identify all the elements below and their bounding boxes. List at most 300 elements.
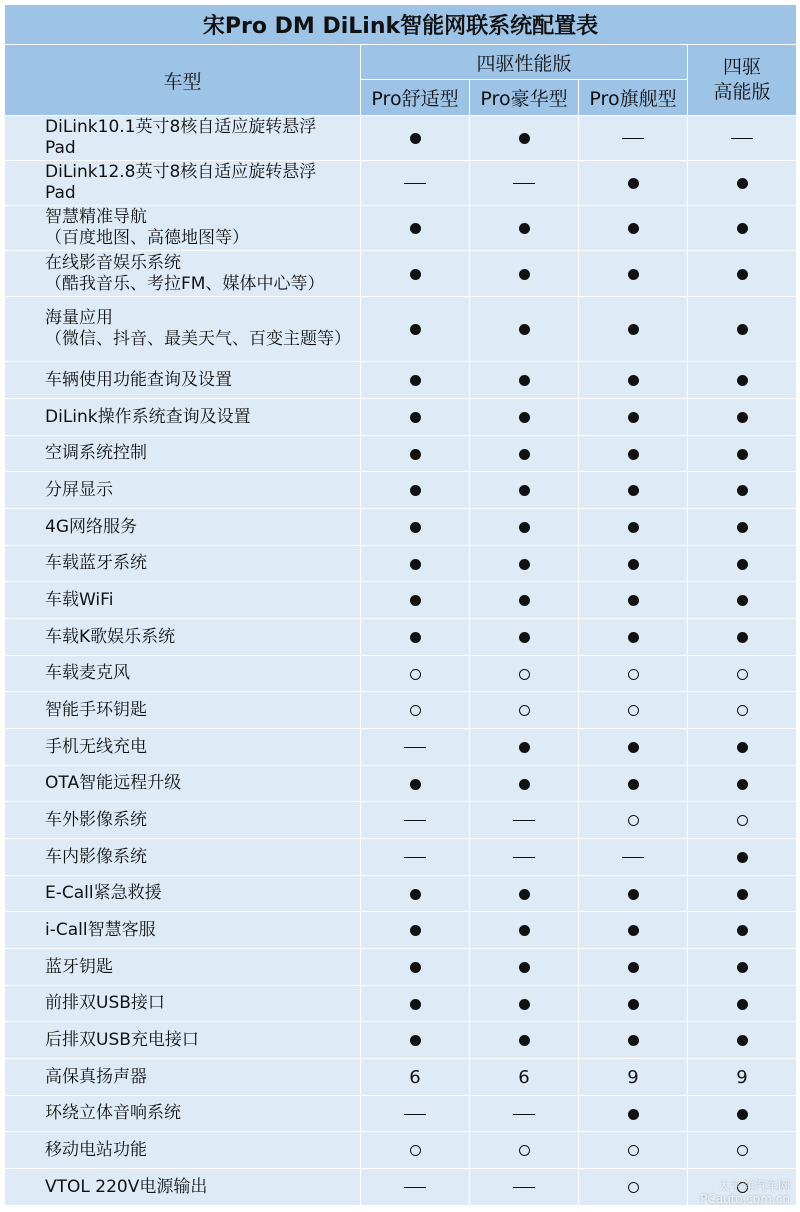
standard-dot-icon — [361, 876, 470, 912]
filled-circle-icon — [628, 412, 639, 423]
filled-circle-icon — [737, 889, 748, 900]
feature-label — [5, 399, 361, 436]
table-row — [5, 436, 797, 472]
standard-dot-icon — [470, 116, 579, 161]
filled-circle-icon — [737, 324, 748, 335]
standard-dot-icon — [688, 949, 797, 986]
filled-circle-icon — [737, 485, 748, 496]
dash-icon — [513, 857, 535, 858]
optional-ring-icon — [361, 1132, 470, 1169]
not-available-dash-icon — [361, 1096, 470, 1132]
filled-circle-icon — [737, 632, 748, 643]
feature-label-line1: OTA智能远程升级 — [45, 773, 182, 793]
feature-label-line2: （微信、抖音、最美天气、百变主题等） — [45, 329, 351, 349]
standard-dot-icon — [470, 297, 579, 362]
filled-circle-icon — [410, 133, 421, 144]
not-available-dash-icon — [361, 839, 470, 876]
filled-circle-icon — [737, 779, 748, 790]
optional-ring-icon — [470, 692, 579, 729]
standard-dot-icon — [688, 1022, 797, 1059]
not-available-dash-icon — [470, 161, 579, 206]
feature-label — [5, 161, 361, 206]
feature-label-line1: 智慧精准导航 — [45, 207, 147, 227]
filled-circle-icon — [519, 925, 530, 936]
dash-icon — [404, 857, 426, 858]
standard-dot-icon — [579, 1096, 688, 1132]
filled-circle-icon — [410, 449, 421, 460]
variant-header-line1: 四驱 — [723, 56, 762, 78]
filled-circle-icon — [737, 925, 748, 936]
standard-dot-icon — [579, 582, 688, 619]
standard-dot-icon — [688, 251, 797, 297]
feature-label — [5, 949, 361, 986]
dash-icon — [404, 747, 426, 748]
filled-circle-icon — [410, 889, 421, 900]
table-row — [5, 656, 797, 692]
standard-dot-icon — [470, 472, 579, 509]
standard-dot-icon — [470, 1022, 579, 1059]
filled-circle-icon — [519, 999, 530, 1010]
filled-circle-icon — [410, 269, 421, 280]
dash-icon — [513, 820, 535, 821]
hollow-circle-icon — [410, 1145, 421, 1156]
optional-ring-icon — [688, 1132, 797, 1169]
table-row — [5, 399, 797, 436]
feature-label-line1: 车辆使用功能查询及设置 — [45, 369, 232, 390]
filled-circle-icon — [628, 178, 639, 189]
feature-label-line2: Pad — [45, 138, 76, 158]
feature-label-line1: 在线影音娱乐系统 — [45, 252, 181, 273]
config-sheet — [4, 4, 796, 1208]
filled-circle-icon — [628, 632, 639, 643]
standard-dot-icon — [470, 949, 579, 986]
dash-icon — [513, 183, 535, 184]
standard-dot-icon — [470, 399, 579, 436]
feature-label — [5, 509, 361, 546]
filled-circle-icon — [628, 742, 639, 753]
filled-circle-icon — [519, 1035, 530, 1046]
hollow-circle-icon — [628, 1145, 639, 1156]
feature-label-line1: DiLink10.1英寸8核自适应旋转悬浮 — [45, 117, 317, 137]
hollow-circle-icon — [737, 1145, 748, 1156]
watermark-line1: 太平洋汽车网 — [717, 1179, 790, 1193]
feature-label — [5, 802, 361, 839]
hollow-circle-icon — [628, 669, 639, 680]
feature-label-line1: 蓝牙钥匙 — [45, 956, 113, 977]
table-row — [5, 1059, 797, 1096]
table-row — [5, 472, 797, 509]
filled-circle-icon — [519, 133, 530, 144]
feature-label-line2: Pad — [45, 183, 76, 203]
hollow-circle-icon — [410, 669, 421, 680]
not-available-dash-icon — [470, 839, 579, 876]
optional-ring-icon — [579, 656, 688, 692]
filled-circle-icon — [410, 632, 421, 643]
standard-dot-icon — [579, 949, 688, 986]
filled-circle-icon — [628, 375, 639, 386]
feature-label — [5, 839, 361, 876]
standard-dot-icon — [579, 509, 688, 546]
optional-ring-icon — [579, 1132, 688, 1169]
dash-icon — [404, 1187, 426, 1188]
filled-circle-icon — [519, 375, 530, 386]
standard-dot-icon — [579, 297, 688, 362]
feature-label — [5, 1132, 361, 1169]
standard-dot-icon — [688, 472, 797, 509]
filled-circle-icon — [410, 999, 421, 1010]
standard-dot-icon — [361, 619, 470, 656]
filled-circle-icon — [628, 999, 639, 1010]
standard-dot-icon — [579, 472, 688, 509]
table-row — [5, 1169, 797, 1206]
dash-icon — [622, 857, 644, 858]
table-row — [5, 986, 797, 1022]
config-table — [4, 4, 797, 1206]
feature-label — [5, 206, 361, 251]
standard-dot-icon — [361, 766, 470, 802]
variant-header-high-performance — [688, 45, 797, 116]
standard-dot-icon — [579, 436, 688, 472]
filled-circle-icon — [410, 925, 421, 936]
standard-dot-icon — [361, 509, 470, 546]
filled-circle-icon — [410, 559, 421, 570]
standard-dot-icon — [361, 1022, 470, 1059]
not-available-dash-icon — [688, 116, 797, 161]
table-body — [5, 116, 797, 1206]
feature-label-line2: （百度地图、高德地图等） — [45, 228, 249, 248]
standard-dot-icon — [688, 161, 797, 206]
filled-circle-icon — [519, 269, 530, 280]
table-row — [5, 876, 797, 912]
variant-header-comfort: Pro舒适型 — [361, 80, 470, 116]
table-row — [5, 206, 797, 251]
standard-dot-icon — [470, 582, 579, 619]
feature-label-line1: 车外影像系统 — [45, 809, 147, 830]
table-row — [5, 509, 797, 546]
standard-dot-icon — [470, 729, 579, 766]
standard-dot-icon — [579, 986, 688, 1022]
dash-icon — [404, 1114, 426, 1115]
feature-label-line1: 车载蓝牙系统 — [45, 553, 147, 573]
group-header: 四驱性能版 — [361, 45, 688, 80]
table-row — [5, 546, 797, 582]
filled-circle-icon — [519, 595, 530, 606]
filled-circle-icon — [519, 485, 530, 496]
filled-circle-icon — [410, 324, 421, 335]
filled-circle-icon — [737, 449, 748, 460]
feature-label — [5, 116, 361, 161]
table-row — [5, 949, 797, 986]
feature-label-line1: 智能手环钥匙 — [45, 699, 147, 720]
standard-dot-icon — [688, 876, 797, 912]
feature-label-line1: 分屏显示 — [45, 479, 113, 500]
optional-ring-icon — [688, 656, 797, 692]
watermark — [700, 1180, 790, 1206]
feature-label-line1: 4G网络服务 — [45, 516, 137, 537]
standard-dot-icon — [361, 116, 470, 161]
filled-circle-icon — [737, 375, 748, 386]
filled-circle-icon — [737, 269, 748, 280]
standard-dot-icon — [361, 362, 470, 399]
standard-dot-icon — [361, 986, 470, 1022]
dash-icon — [404, 183, 426, 184]
feature-label-line1: 车载K歌娱乐系统 — [45, 626, 176, 647]
filled-circle-icon — [628, 779, 639, 790]
feature-label-line1: 空调系统控制 — [45, 443, 147, 463]
feature-label — [5, 546, 361, 582]
hollow-circle-icon — [628, 1182, 639, 1193]
filled-circle-icon — [737, 852, 748, 863]
feature-label — [5, 656, 361, 692]
value-cell: 9 — [579, 1059, 688, 1096]
filled-circle-icon — [519, 412, 530, 423]
filled-circle-icon — [519, 223, 530, 234]
filled-circle-icon — [410, 412, 421, 423]
not-available-dash-icon — [579, 116, 688, 161]
filled-circle-icon — [410, 962, 421, 973]
feature-label — [5, 1059, 361, 1096]
standard-dot-icon — [470, 546, 579, 582]
feature-label — [5, 1169, 361, 1206]
feature-label — [5, 912, 361, 949]
standard-dot-icon — [470, 619, 579, 656]
filled-circle-icon — [737, 178, 748, 189]
filled-circle-icon — [737, 522, 748, 533]
standard-dot-icon — [688, 436, 797, 472]
feature-label-line1: 车载WiFi — [45, 589, 114, 610]
optional-ring-icon — [361, 692, 470, 729]
dash-icon — [513, 1114, 535, 1115]
feature-label-line1: 后排双USB充电接口 — [45, 1029, 199, 1050]
filled-circle-icon — [519, 632, 530, 643]
dash-icon — [731, 138, 753, 139]
standard-dot-icon — [579, 161, 688, 206]
filled-circle-icon — [628, 324, 639, 335]
not-available-dash-icon — [361, 1169, 470, 1206]
standard-dot-icon — [579, 546, 688, 582]
filled-circle-icon — [737, 742, 748, 753]
feature-label — [5, 692, 361, 729]
filled-circle-icon — [628, 889, 639, 900]
feature-label-line1: VTOL 220V电源输出 — [45, 1176, 208, 1197]
filled-circle-icon — [519, 779, 530, 790]
variant-header-line2: 高能版 — [713, 81, 771, 103]
feature-label — [5, 766, 361, 802]
table-row — [5, 692, 797, 729]
not-available-dash-icon — [361, 161, 470, 206]
table-row — [5, 251, 797, 297]
standard-dot-icon — [688, 912, 797, 949]
filled-circle-icon — [410, 1035, 421, 1046]
table-row — [5, 839, 797, 876]
filled-circle-icon — [737, 223, 748, 234]
standard-dot-icon — [688, 582, 797, 619]
feature-label — [5, 986, 361, 1022]
filled-circle-icon — [519, 449, 530, 460]
standard-dot-icon — [361, 949, 470, 986]
filled-circle-icon — [410, 779, 421, 790]
dash-icon — [513, 1187, 535, 1188]
feature-label — [5, 297, 361, 362]
standard-dot-icon — [579, 729, 688, 766]
filled-circle-icon — [519, 889, 530, 900]
optional-ring-icon — [579, 1169, 688, 1206]
feature-label — [5, 1022, 361, 1059]
filled-circle-icon — [410, 485, 421, 496]
standard-dot-icon — [361, 582, 470, 619]
filled-circle-icon — [737, 559, 748, 570]
filled-circle-icon — [737, 999, 748, 1010]
variant-header-luxury: Pro豪华型 — [470, 80, 579, 116]
filled-circle-icon — [737, 962, 748, 973]
filled-circle-icon — [628, 925, 639, 936]
not-available-dash-icon — [361, 729, 470, 766]
optional-ring-icon — [579, 692, 688, 729]
feature-label — [5, 1096, 361, 1132]
feature-label-line1: 车载麦克风 — [45, 663, 130, 683]
not-available-dash-icon — [470, 1096, 579, 1132]
standard-dot-icon — [579, 206, 688, 251]
not-available-dash-icon — [361, 802, 470, 839]
standard-dot-icon — [579, 251, 688, 297]
feature-label-line1: 环绕立体音响系统 — [45, 1103, 181, 1123]
filled-circle-icon — [628, 962, 639, 973]
standard-dot-icon — [470, 509, 579, 546]
standard-dot-icon — [579, 399, 688, 436]
optional-ring-icon — [470, 656, 579, 692]
standard-dot-icon — [579, 1022, 688, 1059]
standard-dot-icon — [361, 399, 470, 436]
standard-dot-icon — [579, 362, 688, 399]
filled-circle-icon — [519, 324, 530, 335]
filled-circle-icon — [410, 223, 421, 234]
table-row — [5, 1132, 797, 1169]
table-row — [5, 729, 797, 766]
feature-label — [5, 582, 361, 619]
filled-circle-icon — [737, 595, 748, 606]
optional-ring-icon — [361, 656, 470, 692]
table-row — [5, 912, 797, 949]
dash-icon — [404, 820, 426, 821]
hollow-circle-icon — [519, 669, 530, 680]
value-cell: 6 — [470, 1059, 579, 1096]
standard-dot-icon — [688, 509, 797, 546]
standard-dot-icon — [688, 546, 797, 582]
standard-dot-icon — [688, 766, 797, 802]
feature-label — [5, 362, 361, 399]
filled-circle-icon — [410, 595, 421, 606]
table-row — [5, 161, 797, 206]
feature-label — [5, 472, 361, 509]
standard-dot-icon — [470, 362, 579, 399]
table-row — [5, 1022, 797, 1059]
feature-label — [5, 876, 361, 912]
not-available-dash-icon — [579, 839, 688, 876]
filled-circle-icon — [519, 742, 530, 753]
hollow-circle-icon — [410, 705, 421, 716]
not-available-dash-icon — [470, 802, 579, 839]
hollow-circle-icon — [737, 669, 748, 680]
optional-ring-icon — [470, 1132, 579, 1169]
filled-circle-icon — [410, 522, 421, 533]
optional-ring-icon — [688, 692, 797, 729]
standard-dot-icon — [361, 912, 470, 949]
variant-header-flagship: Pro旗舰型 — [579, 80, 688, 116]
hollow-circle-icon — [737, 705, 748, 716]
value-cell: 9 — [688, 1059, 797, 1096]
feature-label-line1: DiLink12.8英寸8核自适应旋转悬浮 — [45, 162, 317, 182]
standard-dot-icon — [470, 876, 579, 912]
feature-label-line1: i-Call智慧客服 — [45, 919, 156, 940]
feature-label-line1: 前排双USB接口 — [45, 993, 165, 1013]
standard-dot-icon — [361, 297, 470, 362]
filled-circle-icon — [410, 375, 421, 386]
feature-label-line1: 海量应用 — [45, 308, 113, 328]
filled-circle-icon — [519, 962, 530, 973]
watermark-line2: PCauto.com.cn — [700, 1192, 790, 1206]
filled-circle-icon — [628, 485, 639, 496]
feature-label-line1: E-Call紧急救援 — [45, 883, 162, 903]
table-row — [5, 362, 797, 399]
feature-label-line1: 移动电站功能 — [45, 1139, 147, 1160]
hollow-circle-icon — [628, 705, 639, 716]
filled-circle-icon — [628, 223, 639, 234]
filled-circle-icon — [737, 1109, 748, 1120]
standard-dot-icon — [579, 619, 688, 656]
standard-dot-icon — [579, 876, 688, 912]
feature-label-line1: 手机无线充电 — [45, 736, 147, 757]
table-row — [5, 802, 797, 839]
optional-ring-icon — [579, 802, 688, 839]
table-title: 宋Pro DM DiLink智能网联系统配置表 — [5, 5, 797, 45]
optional-ring-icon — [688, 802, 797, 839]
hollow-circle-icon — [519, 1145, 530, 1156]
table-row — [5, 297, 797, 362]
dash-icon — [622, 138, 644, 139]
standard-dot-icon — [688, 206, 797, 251]
standard-dot-icon — [688, 839, 797, 876]
filled-circle-icon — [628, 559, 639, 570]
standard-dot-icon — [688, 986, 797, 1022]
standard-dot-icon — [470, 251, 579, 297]
table-row — [5, 766, 797, 802]
feature-label-line1: 高保真扬声器 — [45, 1066, 147, 1087]
hollow-circle-icon — [737, 815, 748, 826]
standard-dot-icon — [688, 619, 797, 656]
filled-circle-icon — [628, 449, 639, 460]
standard-dot-icon — [361, 546, 470, 582]
filled-circle-icon — [628, 1035, 639, 1046]
standard-dot-icon — [361, 436, 470, 472]
filled-circle-icon — [628, 269, 639, 280]
filled-circle-icon — [519, 522, 530, 533]
filled-circle-icon — [628, 595, 639, 606]
hollow-circle-icon — [519, 705, 530, 716]
standard-dot-icon — [470, 436, 579, 472]
table-row — [5, 619, 797, 656]
standard-dot-icon — [470, 766, 579, 802]
filled-circle-icon — [628, 1109, 639, 1120]
value-cell: 6 — [361, 1059, 470, 1096]
standard-dot-icon — [688, 362, 797, 399]
model-header: 车型 — [5, 45, 361, 116]
table-row — [5, 116, 797, 161]
feature-label — [5, 619, 361, 656]
feature-label-line1: DiLink操作系统查询及设置 — [45, 406, 251, 427]
standard-dot-icon — [470, 206, 579, 251]
feature-label — [5, 251, 361, 297]
filled-circle-icon — [737, 1035, 748, 1046]
